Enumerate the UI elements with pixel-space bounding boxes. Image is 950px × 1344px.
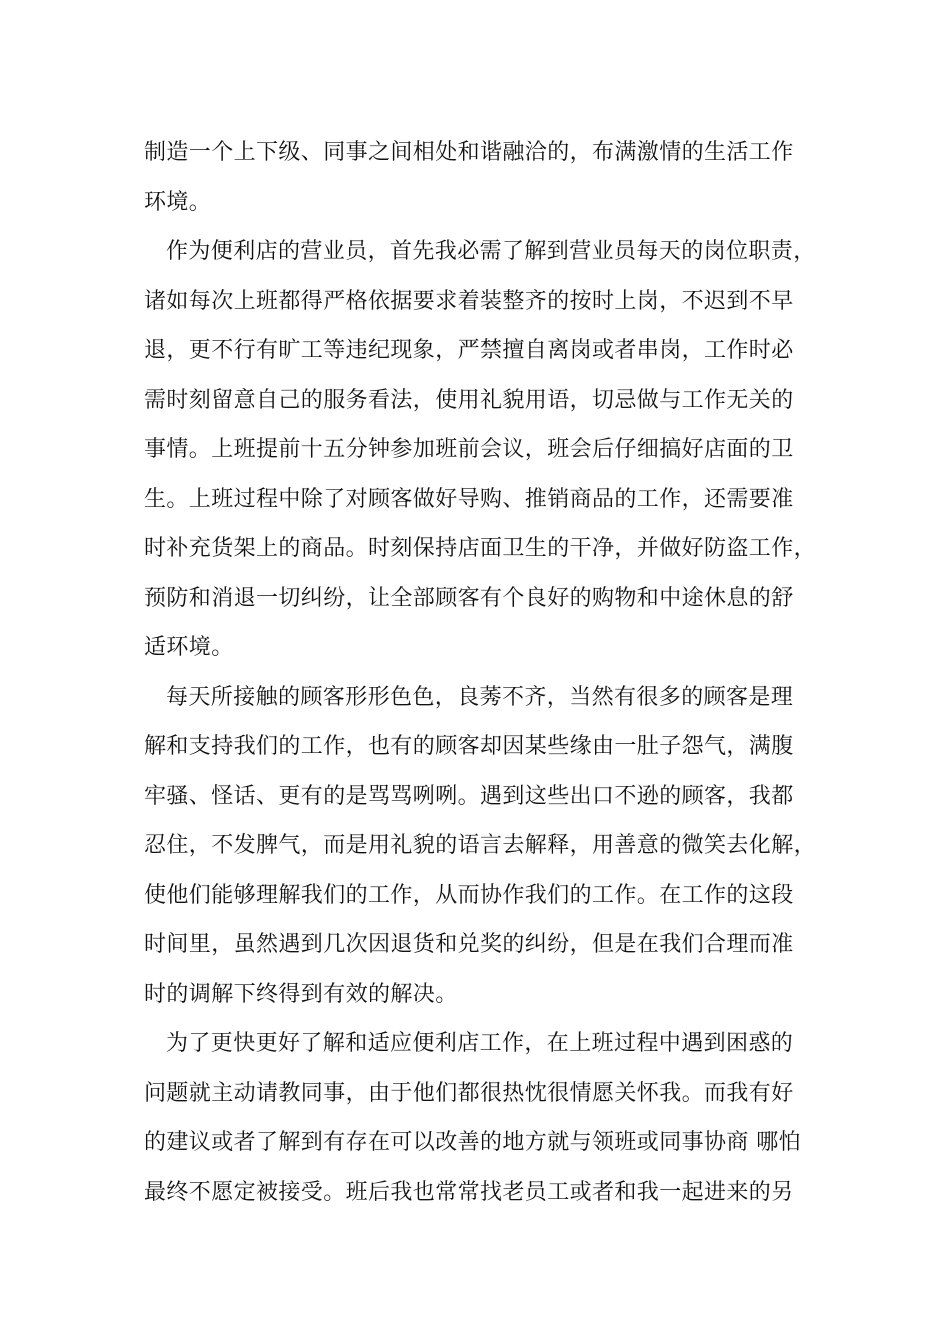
text-line: 适环境。 bbox=[144, 635, 234, 660]
text-line: 作为便利店的营业员，首先我必需了解到营业员每天的岗位职责， bbox=[166, 239, 816, 264]
text-line: 预防和消退一切纠纷，让全部顾客有个良好的购物和中途休息的舒 bbox=[144, 585, 794, 611]
text-line: 退，更不行有旷工等违纪现象，严禁擅自离岗或者串岗，工作时必 bbox=[144, 338, 794, 363]
paragraph-2 bbox=[144, 227, 824, 673]
paragraph-1 bbox=[144, 128, 824, 227]
text-line: 忍住，不发脾气，而是用礼貌的语言去解释，用善意的微笑去化解， bbox=[144, 833, 817, 858]
text-line: 事情。上班提前十五分钟参加班前会议，班会后仔细搞好店面的卫 bbox=[144, 437, 794, 462]
text-line: 时补充货架上的商品。时刻保持店面卫生的干净，并做好防盗工作， bbox=[144, 536, 817, 561]
text-line: 诸如每次上班都得严格依据要求着装整齐的按时上岗，不迟到不早 bbox=[144, 288, 794, 314]
text-line: 使他们能够理解我们的工作，从而协作我们的工作。在工作的这段 bbox=[144, 882, 794, 908]
text-line: 问题就主动请教同事，由于他们都很热忱很情愿关怀我。而我有好 bbox=[144, 1080, 794, 1106]
text-line: 环境。 bbox=[144, 189, 212, 215]
text-line: 解和支持我们的工作，也有的顾客却因某些缘由一肚子怨气，满腹 bbox=[144, 734, 794, 759]
text-line: 生。上班过程中除了对顾客做好导购、推销商品的工作，还需要准 bbox=[144, 486, 794, 512]
text-line: 为了更快更好了解和适应便利店工作，在上班过程中遇到困惑的 bbox=[166, 1031, 794, 1056]
text-line: 的建议或者了解到有存在可以改善的地方就与领班或同事协商 哪怕 bbox=[144, 1130, 801, 1155]
text-line: 每天所接触的顾客形形色色，良莠不齐，当然有很多的顾客是理 bbox=[166, 684, 794, 710]
text-line: 制造一个上下级、同事之间相处和谐融洽的，布满激情的生活工作 bbox=[144, 140, 794, 165]
text-line: 需时刻留意自己的服务看法，使用礼貌用语，切忌做与工作无关的 bbox=[144, 387, 794, 413]
paragraph-3 bbox=[144, 673, 824, 1020]
paragraph-4 bbox=[144, 1019, 824, 1217]
text-line: 时间里，虽然遇到几次因退货和兑奖的纠纷，但是在我们合理而准 bbox=[144, 932, 794, 957]
document-body bbox=[144, 128, 824, 1217]
text-line: 时的调解下终得到有效的解决。 bbox=[144, 981, 458, 1007]
text-line: 牢骚、怪话、更有的是骂骂咧咧。遇到这些出口不逊的顾客，我都 bbox=[144, 783, 794, 809]
text-line: 最终不愿定被接受。班后我也常常找老员工或者和我一起进来的另 bbox=[144, 1179, 794, 1205]
